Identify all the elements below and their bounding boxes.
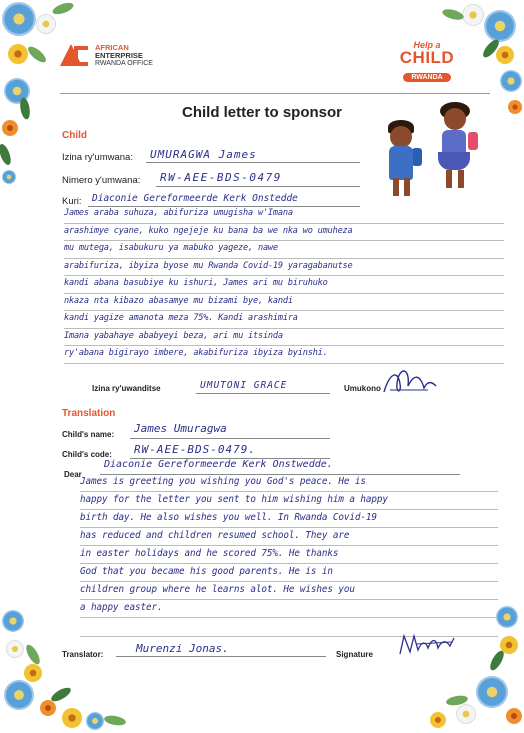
childs-code-label: Child's code: [62,450,112,459]
partner-help-text: Help a [413,40,441,50]
eng-letter-line: in easter holidays and he scored 75%. He thanks [80,546,498,564]
writer-name-label: Izina ry'uwanditse [92,384,161,393]
org-name-line1: AFRICAN [95,43,129,52]
child-section-heading: Child [62,130,87,141]
kin-letter-line: kandi abana basubiye ku ishuri, James ari mu biruhuko [64,276,504,294]
partner-country-badge: RWANDA [403,73,450,82]
recipient-label: Kuri: [62,196,82,207]
writer-name-underline [196,393,330,394]
eng-letter-line: God that you became his good parents. He is in [80,564,498,582]
org-name-line3: RWANDA OFFICE [95,60,153,67]
eng-letter-line: a happy easter. [80,600,498,618]
header-divider [60,93,490,94]
childs-name-label: Child's name: [62,430,115,439]
kin-letter-line: ry'abana bigirayo imbere, akabifuriza ibyiza byinshi. [64,346,504,364]
child-name-underline [146,162,360,163]
kin-letter-line: James araba suhuza, abifuriza umugisha w'Imana [64,206,504,224]
child-number-value: RW-AEE-BDS-0479 [160,171,282,184]
children-illustration [384,100,492,195]
eng-letter-line: children group where he learns alot. He wishes you [80,582,498,600]
kinyarwanda-letter-body [64,206,504,364]
eng-letter-line: James is greeting you wishing you God's peace. He is [80,474,498,492]
kin-letter-line: nkaza nta kibazo abasamye mu bizami bye, kandi [64,294,504,312]
child-number-label: Nimero y'umwana: [62,175,141,186]
kin-letter-line: arashimye cyane, kuko ngejeje ku bana ba we nka wo umuheza [64,224,504,242]
eng-letter-line: birth day. He also wishes you well. In Rwanda Covid-19 [80,510,498,528]
dear-value: Diaconie Gereformeerde Kerk Onstwedde. [104,459,333,470]
kin-letter-line: Imana yabahaye ababyeyi beza, ari mu itsinda [64,329,504,347]
english-letter-body [80,474,498,618]
page-title: Child letter to sponsor [181,104,342,121]
childs-name-value: James Umuragwa [134,422,227,435]
translator-label: Translator: [62,650,104,659]
translator-underline [116,656,326,657]
childs-code-value: RW-AEE-BDS-0479. [134,443,256,456]
child-number-underline [156,186,360,187]
translator-value: Murenzi Jonas. [136,642,229,655]
dear-label: Dear [64,470,82,479]
signature-label: Signature [336,650,373,659]
recipient-value: Diaconie Gereformeerde Kerk Onstedde [92,193,298,204]
org-name-line2: ENTERPRISE [95,51,143,60]
african-enterprise-logo [60,44,153,68]
kin-letter-line: kandi yagize amanota meza 75%. Kandi arashimira [64,311,504,329]
translation-section-heading: Translation [62,408,116,419]
eng-letter-line: happy for the letter you sent to him wishing him a happy [80,492,498,510]
kin-letter-line: mu mutega, isabukuru ya mabuko yageze, nawe [64,241,504,259]
help-a-child-logo [388,40,466,84]
childs-name-underline [130,438,330,439]
child-name-value: UMURAGWA James [150,148,257,161]
writer-signature-icon [380,364,440,400]
writer-name-value: UMUTONI GRACE [200,380,288,391]
ae-logo-icon [60,44,90,68]
child-name-label: Izina ry'umwana: [62,152,133,163]
kin-letter-line: arabifuriza, ibyiza byose mu Rwanda Covid-19 yaragabanutse [64,259,504,277]
kin-signature-label: Umukono [344,384,381,393]
partner-child-text: CHILD [399,48,455,67]
translator-signature-icon [396,630,458,660]
eng-letter-line: has reduced and children resumed school. They are [80,528,498,546]
